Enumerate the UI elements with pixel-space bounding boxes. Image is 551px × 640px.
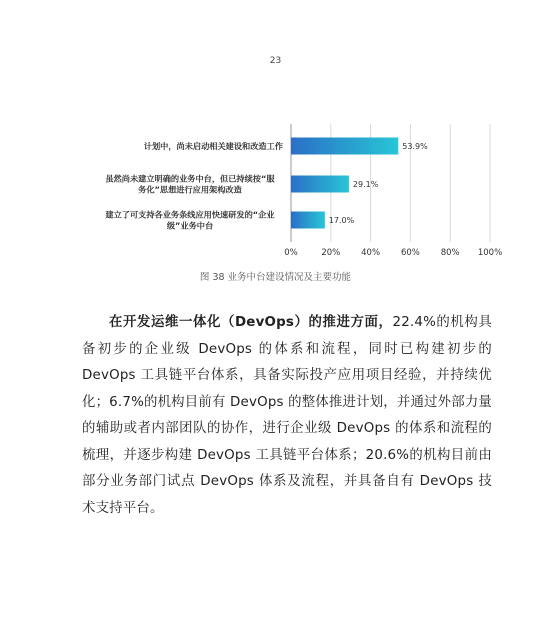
x-tick-label: 20% xyxy=(321,248,341,258)
category-label: 建立了可支持各业务条线应用快速研发的“企业级”业务中台 xyxy=(105,209,275,231)
bar-value-label: 29.1% xyxy=(352,180,379,189)
category-label: 虽然尚未建立明确的业务中台，但已持续按“服务化”思想进行应用架构改造 xyxy=(105,173,275,195)
bar-value-label: 17.0% xyxy=(328,216,355,225)
chart-labels xyxy=(104,141,502,258)
x-tick-label: 0% xyxy=(284,248,298,258)
paragraph-lead: 在开发运维一体化（DevOps）的推进方面， xyxy=(109,315,393,330)
x-tick-label: 60% xyxy=(400,248,420,258)
paragraph-body: 22.4%的机构具备初步的企业级 DevOps 的体系和流程，同时已构建初步的 DevOps 工具链平台体系，具备实际投产应用项目经验，并持续优化；6.7%的机构目前有 DevOps 的整体推进计划，并通过外部力量的辅助或者内部团队的协作，进行企业级 DevOps 的体系和流程的梳理，并逐步构建 DevOps 工具链平台体系；20.6%的机构目前由部分业务部门试点 DevOps 体系及流程，并具备自有 DevOps 技术支持平台。 xyxy=(82,315,493,516)
figure-caption: 图 38 业务中台建设情况及主要功能 xyxy=(199,272,352,283)
x-tick-label: 40% xyxy=(361,248,381,258)
body-paragraph xyxy=(82,310,492,522)
chart-bars xyxy=(291,138,398,229)
page-number: 23 xyxy=(269,56,282,66)
bar xyxy=(291,176,349,193)
category-label: 计划中，尚未启动相关建设和改造工作 xyxy=(143,141,283,151)
x-tick-label: 80% xyxy=(440,248,460,258)
x-tick-label: 100% xyxy=(477,248,503,258)
bar-value-label: 53.9% xyxy=(402,142,428,151)
bar-chart xyxy=(0,118,551,268)
bar xyxy=(291,138,398,155)
bar xyxy=(291,212,325,229)
